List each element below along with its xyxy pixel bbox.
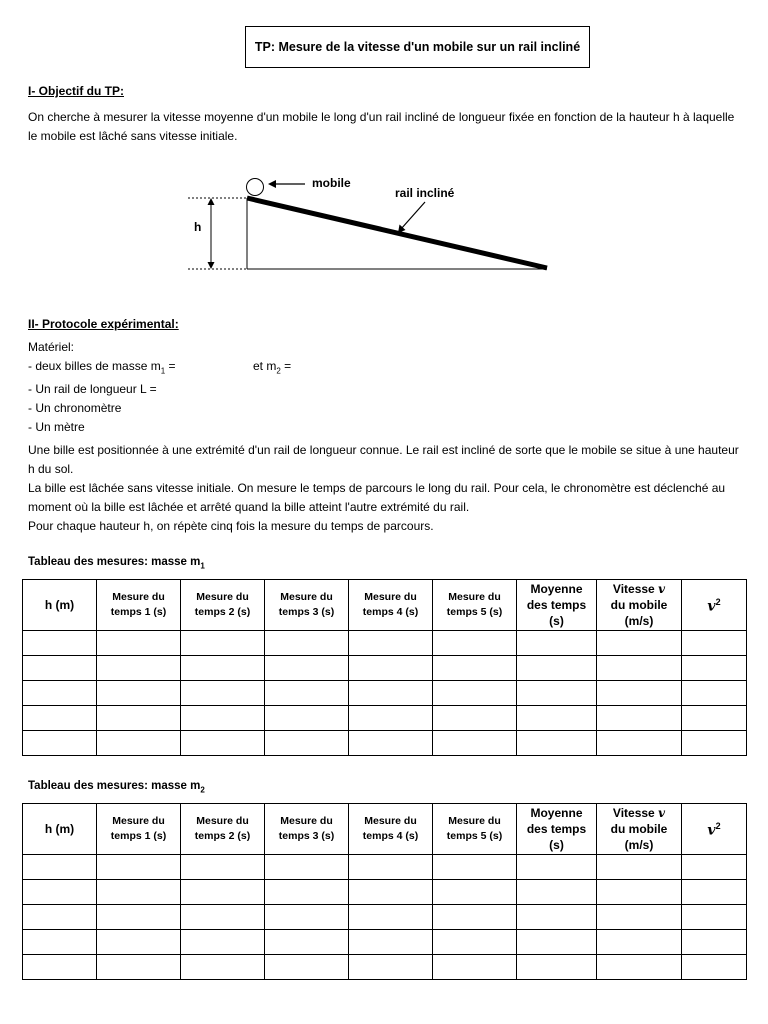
table-cell	[682, 631, 747, 656]
table-cell	[517, 855, 597, 880]
table-row	[23, 731, 747, 756]
table-row	[23, 955, 747, 980]
table-cell	[517, 706, 597, 731]
table-cell	[597, 930, 682, 955]
table-cell	[433, 631, 517, 656]
table-cell	[23, 731, 97, 756]
mobile-arrow-head	[268, 180, 276, 188]
table-cell	[97, 930, 181, 955]
table-cell	[597, 706, 682, 731]
protocol-text	[28, 441, 740, 536]
table-cell	[682, 681, 747, 706]
table-cell	[597, 855, 682, 880]
table-2-caption-sub: 2	[200, 785, 205, 795]
table-cell	[517, 631, 597, 656]
table-cell	[181, 631, 265, 656]
materials-list	[28, 338, 292, 437]
header-time-2	[181, 580, 265, 631]
header-moy-line2: des temps	[526, 822, 587, 836]
header-t5-line1: Mesure du	[448, 815, 501, 827]
table-cell	[433, 880, 517, 905]
protocol-paragraph-1: Une bille est positionnée à une extrémité d'un rail de longueur connue. Le rail est incliné de sorte que le mobile se situe à une hauteur h du sol.	[28, 443, 739, 476]
header-v-squared	[682, 804, 747, 855]
table-cell	[265, 880, 349, 905]
table-cell	[181, 656, 265, 681]
header-time-4	[349, 580, 433, 631]
table-cell	[97, 855, 181, 880]
table-cell	[682, 905, 747, 930]
table-cell	[23, 656, 97, 681]
table-cell	[265, 681, 349, 706]
header-t4-line2: temps 4 (s)	[362, 830, 419, 842]
height-arrow-top-head	[208, 198, 215, 205]
header-t5-line2: temps 5 (s)	[446, 830, 503, 842]
table-cell	[682, 930, 747, 955]
header-mean-time	[517, 580, 597, 631]
materials-item-rail: - Un rail de longueur L =	[28, 382, 157, 397]
table-2-caption	[28, 780, 205, 794]
table-1-caption-text: Tableau des mesures: masse m	[28, 556, 201, 568]
table-cell	[23, 681, 97, 706]
header-moy-line3: (s)	[549, 838, 564, 852]
table-cell	[97, 656, 181, 681]
header-vit-line2: du mobile	[610, 598, 668, 612]
inclined-rail-diagram	[180, 170, 580, 280]
header-time-3	[265, 804, 349, 855]
table-cell	[181, 706, 265, 731]
table-cell	[433, 681, 517, 706]
table-cell	[23, 880, 97, 905]
m2-text: et m	[253, 359, 277, 373]
table-cell	[597, 905, 682, 930]
table-2-body	[23, 855, 747, 980]
inclined-rail	[247, 198, 547, 268]
objective-paragraph: On cherche à mesurer la vitesse moyenne d'un mobile le long d'un rail incliné de longueur fixée en fonction de la hauteur h à laquelle le mobile est lâché sans vitesse initiale.	[28, 110, 735, 143]
header-moy-line1: Moyenne	[530, 582, 583, 596]
table-cell	[517, 731, 597, 756]
table-cell	[349, 656, 433, 681]
table-cell	[97, 706, 181, 731]
header-v2-exponent: 2	[715, 597, 721, 608]
table-cell	[349, 855, 433, 880]
table-cell	[265, 656, 349, 681]
header-t1-line1: Mesure du	[112, 815, 165, 827]
table-cell	[349, 905, 433, 930]
table-cell	[265, 930, 349, 955]
table-cell	[265, 905, 349, 930]
table-cell	[97, 880, 181, 905]
table-cell	[597, 631, 682, 656]
table-cell	[517, 930, 597, 955]
header-t2-line2: temps 2 (s)	[194, 830, 251, 842]
materials-title: Matériel:	[28, 340, 75, 354]
header-t3-line1: Mesure du	[280, 815, 333, 827]
header-vit-symbol: v	[658, 806, 666, 820]
table-2-caption-text: Tableau des mesures: masse m	[28, 780, 201, 792]
billes-text: - deux billes de masse m	[28, 359, 161, 373]
table-row	[23, 905, 747, 930]
table-cell	[23, 955, 97, 980]
m1-equals: =	[165, 359, 176, 373]
header-t2-line1: Mesure du	[196, 591, 249, 603]
materials-item-chrono: - Un chronomètre	[28, 401, 122, 416]
table-cell	[517, 955, 597, 980]
measures-table-1	[22, 579, 747, 756]
table-row	[23, 855, 747, 880]
table-cell	[97, 631, 181, 656]
header-t2-line1: Mesure du	[196, 815, 249, 827]
table-cell	[597, 681, 682, 706]
materials-item-metre: - Un mètre	[28, 420, 85, 435]
table-cell	[517, 681, 597, 706]
table-cell	[97, 955, 181, 980]
header-t5-line1: Mesure du	[448, 591, 501, 603]
table-cell	[349, 955, 433, 980]
m2-equals: =	[280, 359, 292, 373]
header-vit-line1: Vitesse	[612, 582, 659, 596]
header-time-2	[181, 804, 265, 855]
table-cell	[349, 706, 433, 731]
protocol-paragraph-3: Pour chaque hauteur h, on répète cinq fois la mesure du temps de parcours.	[28, 519, 434, 533]
header-vit-line1: Vitesse	[612, 806, 659, 820]
header-t4-line1: Mesure du	[364, 591, 417, 603]
header-t4-line1: Mesure du	[364, 815, 417, 827]
header-v2-symbol: v	[707, 598, 716, 615]
header-speed	[597, 804, 682, 855]
table-cell	[181, 855, 265, 880]
document-title	[245, 26, 590, 68]
table-cell	[682, 880, 747, 905]
header-v2-exponent: 2	[715, 821, 721, 832]
header-speed	[597, 580, 682, 631]
table-cell	[433, 955, 517, 980]
document-title-text: TP: Mesure de la vitesse d'un mobile sur un rail incliné	[254, 40, 581, 54]
header-moy-line3: (s)	[549, 614, 564, 628]
table-cell	[682, 656, 747, 681]
mobile-label: mobile	[312, 176, 351, 190]
table-cell	[349, 631, 433, 656]
header-moy-line1: Moyenne	[530, 806, 583, 820]
table-cell	[349, 681, 433, 706]
header-t4-line2: temps 4 (s)	[362, 606, 419, 618]
table-cell	[265, 855, 349, 880]
table-cell	[597, 955, 682, 980]
table-cell	[597, 880, 682, 905]
table-row	[23, 930, 747, 955]
mobile-ball	[247, 179, 264, 196]
table-cell	[23, 706, 97, 731]
header-v2-symbol: v	[707, 822, 716, 839]
table-header-row	[23, 804, 747, 855]
table-cell	[433, 930, 517, 955]
header-t3-line2: temps 3 (s)	[278, 606, 335, 618]
table-cell	[23, 855, 97, 880]
table-cell	[597, 656, 682, 681]
header-h-text: h (m)	[44, 598, 75, 612]
m1-subscript: 1	[160, 366, 166, 376]
table-cell	[181, 731, 265, 756]
header-time-1	[97, 580, 181, 631]
measures-table-2	[22, 803, 747, 980]
protocol-paragraph-2: La bille est lâchée sans vitesse initiale. On mesure le temps de parcours le long du rail. Pour cela, le chronomètre est déclenché au moment où la bille est lâchée et arrêté quand la bille atteint l'autre extrémité du rail.	[28, 481, 726, 514]
table-cell	[181, 955, 265, 980]
header-t3-line1: Mesure du	[280, 591, 333, 603]
height-label: h	[194, 220, 202, 234]
table-row	[23, 631, 747, 656]
table-row	[23, 706, 747, 731]
table-cell	[97, 681, 181, 706]
header-t1-line1: Mesure du	[112, 591, 165, 603]
header-t5-line2: temps 5 (s)	[446, 606, 503, 618]
table-1-body	[23, 631, 747, 756]
rail-arrow	[401, 202, 425, 229]
table-cell	[433, 656, 517, 681]
table-header-row	[23, 580, 747, 631]
table-cell	[433, 905, 517, 930]
table-1-caption	[28, 556, 205, 570]
table-cell	[682, 731, 747, 756]
table-cell	[181, 930, 265, 955]
section-1-text	[28, 108, 740, 146]
table-cell	[265, 731, 349, 756]
materials-item-billes	[28, 357, 292, 380]
header-h	[23, 580, 97, 631]
header-vit-line3: (m/s)	[624, 838, 654, 852]
header-t3-line2: temps 3 (s)	[278, 830, 335, 842]
table-row	[23, 681, 747, 706]
table-cell	[433, 855, 517, 880]
header-mean-time	[517, 804, 597, 855]
table-cell	[517, 656, 597, 681]
table-cell	[349, 880, 433, 905]
header-time-3	[265, 580, 349, 631]
section-2-heading: II- Protocole expérimental:	[28, 317, 179, 331]
table-cell	[23, 631, 97, 656]
header-time-1	[97, 804, 181, 855]
rail-label: rail incliné	[395, 186, 455, 200]
table-cell	[23, 905, 97, 930]
table-cell	[23, 930, 97, 955]
m2-label	[253, 357, 291, 380]
table-cell	[181, 880, 265, 905]
header-vit-line2: du mobile	[610, 822, 668, 836]
table-row	[23, 656, 747, 681]
m2-subscript: 2	[276, 366, 281, 376]
table-cell	[265, 706, 349, 731]
section-1-heading: I- Objectif du TP:	[28, 84, 124, 98]
table-cell	[181, 905, 265, 930]
table-cell	[517, 905, 597, 930]
table-cell	[349, 731, 433, 756]
header-h-text: h (m)	[44, 822, 75, 836]
table-cell	[433, 731, 517, 756]
header-t1-line2: temps 1 (s)	[110, 606, 167, 618]
table-cell	[349, 930, 433, 955]
table-cell	[682, 955, 747, 980]
header-moy-line2: des temps	[526, 598, 587, 612]
table-cell	[97, 731, 181, 756]
table-cell	[517, 880, 597, 905]
table-cell	[265, 955, 349, 980]
header-time-5	[433, 580, 517, 631]
table-cell	[682, 855, 747, 880]
table-cell	[181, 681, 265, 706]
table-cell	[265, 631, 349, 656]
table-row	[23, 880, 747, 905]
table-cell	[597, 731, 682, 756]
header-v-squared	[682, 580, 747, 631]
header-vit-line3: (m/s)	[624, 614, 654, 628]
table-cell	[682, 706, 747, 731]
table-cell	[433, 706, 517, 731]
header-h	[23, 804, 97, 855]
header-t2-line2: temps 2 (s)	[194, 606, 251, 618]
height-arrow-bottom-head	[208, 262, 215, 269]
header-vit-symbol: v	[658, 582, 666, 596]
header-time-5	[433, 804, 517, 855]
header-time-4	[349, 804, 433, 855]
table-cell	[97, 905, 181, 930]
table-1-caption-sub: 1	[200, 561, 205, 571]
header-t1-line2: temps 1 (s)	[110, 830, 167, 842]
